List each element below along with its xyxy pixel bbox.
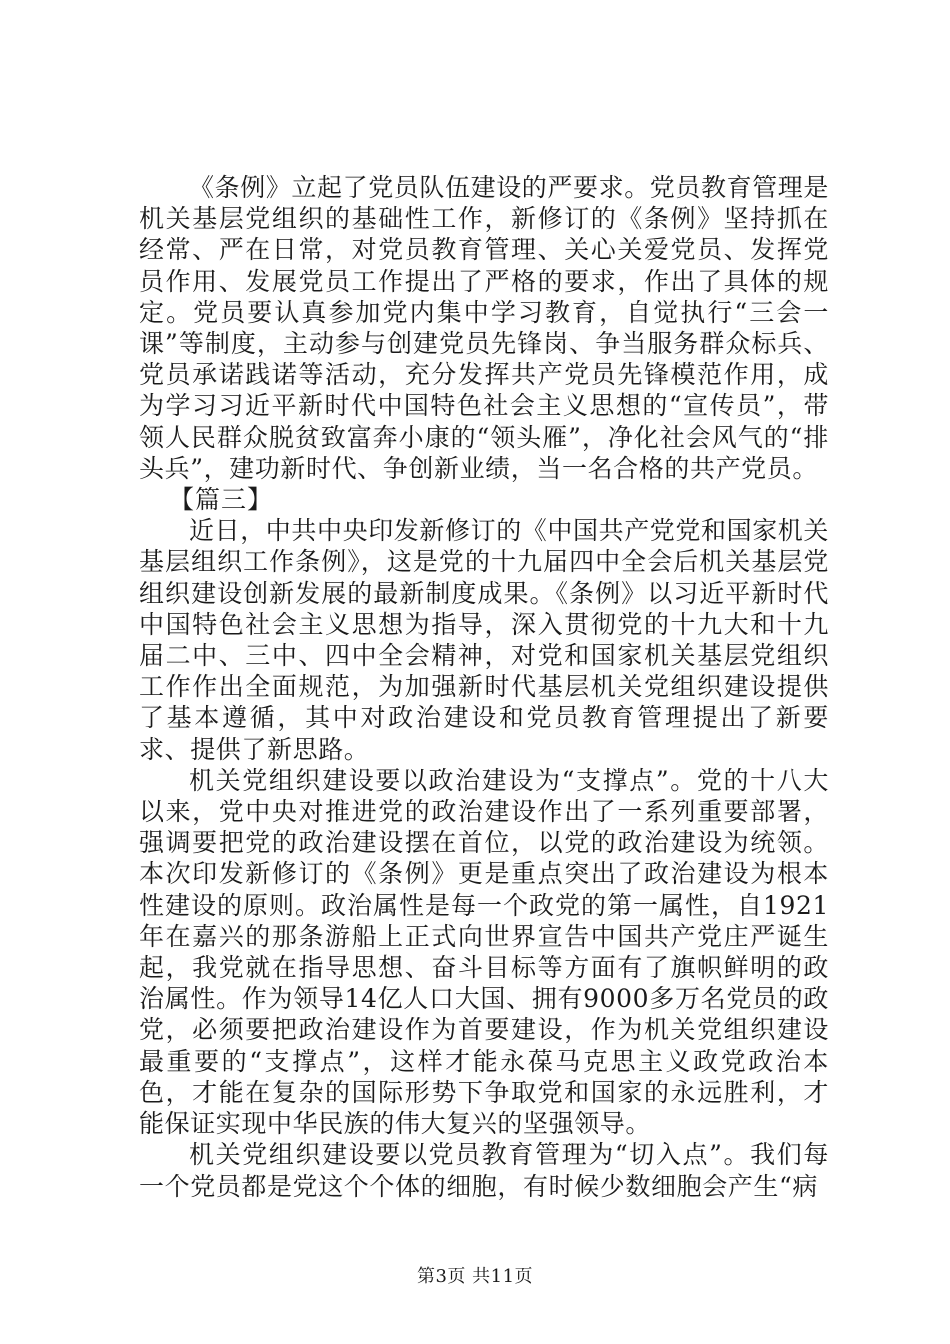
page-footer: 第3页 共11页 bbox=[416, 1266, 534, 1287]
paragraph-intro: 近日，中共中央印发新修订的《中国共产党党和国家机关基层组织工作条例》，这是党的十九届四中全会后机关基层党组织建设创新发展的最新制度成果。《条例》以习近平新时代中国特色社会主义思想为指导，深入贯彻党的十九大和十九届二中、三中、四中全会精神，对党和国家机关基层党组织工作作出全面规范，为加强新时代基层机关党组织建设提供了基本遵循，其中对政治建设和党员教育管理提出了新要求、提供了新思路。 bbox=[139, 516, 830, 764]
document-body bbox=[139, 172, 829, 1202]
section-heading: 【篇三】 bbox=[169, 485, 274, 515]
paragraph-member-education: 机关党组织建设要以党员教育管理为“切入点”。我们每一个党员都是党这个个体的细胞，有时候少数细胞会产生“病 bbox=[139, 1140, 829, 1201]
paragraph-political-construction: 机关党组织建设要以政治建设为“支撑点”。党的十八大以来，党中央对推进党的政治建设作出了一系列重要部署，强调要把党的政治建设摆在首位，以党的政治建设为统领。本次印发新修订的《条例》更是重点突出了政治建设为根本性建设的原则。政治属性是每一个政党的第一属性，自1921年在嘉兴的那条游船上正式向世界宣告中国共产党庄严诞生起，我党就在指导思想、奋斗目标等方面有了旗帜鲜明的政治属性。作为领导14亿人口大国、拥有9000多万名党员的政党，必须要把政治建设作为首要建设，作为机关党组织建设最重要的“支撑点”，这样才能永葆马克思主义政党政治本色，才能在复杂的国际形势下争取党和国家的永远胜利，才能保证实现中华民族的伟大复兴的坚强领导。 bbox=[139, 765, 829, 1139]
paragraph-regulations-requirements: 《条例》立起了党员队伍建设的严要求。党员教育管理是机关基层党组织的基础性工作，新修订的《条例》坚持抓在经常、严在日常，对党员教育管理、关心关爱党员、发挥党员作用、发展党员工作提出了严格的要求，作出了具体的规定。党员要认真参加党内集中学习教育，自觉执行“三会一课”等制度，主动参与创建党员先锋岗、争当服务群众标兵、党员承诺践诺等活动，充分发挥共产党员先锋模范作用，成为学习习近平新时代中国特色社会主义思想的“宣传员”，带领人民群众脱贫致富奔小康的“领头雁”，净化社会风气的“排头兵”，建功新时代、争创新业绩，当一名合格的共产党员。 bbox=[139, 173, 830, 483]
